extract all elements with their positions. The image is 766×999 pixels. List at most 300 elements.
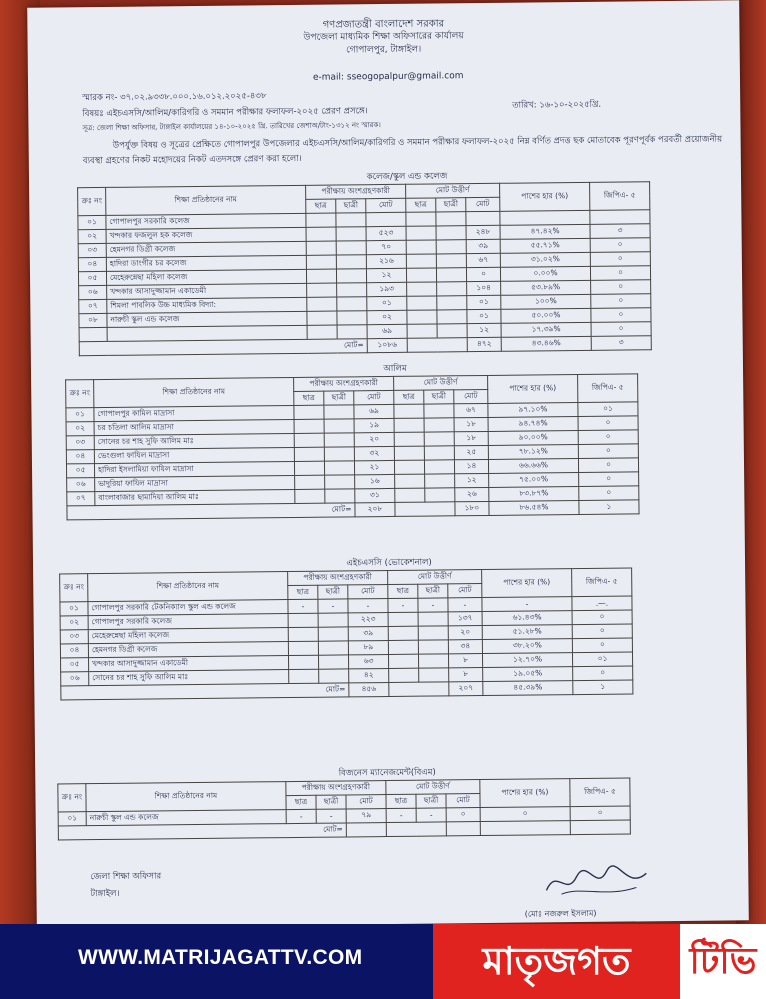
table-cell: ০ bbox=[578, 458, 638, 473]
header-cell: মোট bbox=[454, 389, 488, 403]
table-cell: ০ bbox=[578, 444, 638, 459]
institution-name: মেহেরুন্নেছা মহিলা কলেজ bbox=[106, 269, 306, 285]
table-cell bbox=[288, 613, 318, 627]
table-cell: ০৭ bbox=[79, 299, 107, 313]
table-cell: ১২ bbox=[455, 473, 489, 487]
table-cell: ০ bbox=[572, 638, 632, 653]
table-cell: ০৫ bbox=[66, 464, 94, 478]
header-cell: ছাত্র bbox=[286, 795, 316, 809]
office-email: e-mail: sseogopalpur@gmail.com bbox=[312, 71, 464, 83]
header-cell: ছাত্র bbox=[288, 585, 318, 599]
table-cell bbox=[418, 654, 448, 668]
header-cell: জিপিএ- ৫ bbox=[578, 374, 638, 403]
institution-name: বাংলাবাজার ছামাদিয়া আলিম মাঃ bbox=[95, 489, 295, 505]
table-cell bbox=[294, 419, 324, 433]
table-cell bbox=[394, 432, 424, 446]
table-cell bbox=[424, 446, 454, 460]
table-cell: ১৮ bbox=[454, 431, 488, 445]
header-cell: ছাত্র bbox=[388, 584, 418, 598]
table-cell: ০৪ bbox=[78, 257, 106, 271]
header-cell: মোট উত্তীর্ণ bbox=[388, 570, 482, 585]
table-cell: ২৬ bbox=[455, 487, 489, 501]
total-cell bbox=[407, 338, 467, 353]
institution-name: গোপালপুর সরকারি কলেজ bbox=[88, 614, 288, 630]
result-table bbox=[59, 567, 633, 700]
table-cell: ৪৭.৪২% bbox=[500, 224, 590, 239]
total-cell: ২০৮ bbox=[355, 502, 395, 516]
table-cell bbox=[289, 655, 319, 669]
table-cell bbox=[307, 283, 337, 297]
header-cell: পরীক্ষায় অংশগ্রহণকারী bbox=[286, 781, 386, 796]
table-cell: ৮৩.৮৭% bbox=[489, 487, 579, 502]
header-cell: মোট উত্তীর্ণ bbox=[386, 780, 480, 795]
table-cell: ০৩ bbox=[78, 243, 106, 257]
header-cell: ছাত্রী bbox=[416, 794, 446, 808]
table-cell: ০.০০% bbox=[500, 266, 590, 281]
institution-name: হাদিরা ইসলামিয়া ফাযিল মাদ্রাসা bbox=[94, 461, 294, 477]
table-cell bbox=[590, 210, 650, 225]
table-cell: ০৩ bbox=[60, 630, 88, 644]
table-cell: ০১ bbox=[467, 295, 501, 309]
table-cell bbox=[394, 460, 424, 474]
table-cell: ১৭.৩৯% bbox=[501, 322, 591, 337]
table-cell: ৯৪.৭৪% bbox=[488, 417, 578, 432]
total-cell: ২০৭ bbox=[449, 682, 483, 696]
header-cell: ছাত্রী bbox=[418, 584, 448, 598]
table-cell: ০ bbox=[573, 666, 633, 681]
table-cell: ৬৯ bbox=[367, 324, 407, 338]
table-cell bbox=[295, 489, 325, 503]
table-cell: ৭৫.০০% bbox=[489, 473, 579, 488]
table-cell: ৬৯ bbox=[354, 404, 394, 418]
table-cell bbox=[406, 226, 436, 240]
letterhead bbox=[27, 14, 739, 60]
table-cell bbox=[294, 405, 324, 419]
header-cell: পরীক্ষায় অংশগ্রহণকারী bbox=[306, 184, 406, 199]
table-cell bbox=[79, 327, 107, 341]
table-cell bbox=[406, 212, 436, 226]
table-cell bbox=[288, 627, 318, 641]
table-cell bbox=[307, 297, 337, 311]
result-table bbox=[57, 777, 631, 840]
table-cell bbox=[307, 311, 337, 325]
table-cell: ১৯ bbox=[354, 418, 394, 432]
total-cell bbox=[346, 823, 386, 837]
total-cell: ১৮০ bbox=[455, 501, 489, 515]
table-cell: - bbox=[288, 599, 318, 613]
table-cell: ১২ bbox=[467, 323, 501, 337]
institution-name: মেহেরুন্নেছা মহিলা কলেজ bbox=[88, 628, 288, 644]
total-cell: ১০৮৬ bbox=[367, 338, 407, 352]
table-cell: - bbox=[286, 809, 316, 823]
header-cell: মোট bbox=[466, 197, 500, 211]
header-cell: ছাত্রী bbox=[336, 199, 366, 213]
table-cell bbox=[294, 461, 324, 475]
table-cell bbox=[324, 405, 354, 419]
document-paper bbox=[27, 0, 749, 927]
result-table bbox=[65, 373, 639, 520]
table-cell bbox=[424, 404, 454, 418]
section-title: এইচএসসি (ভোকেশনাল) bbox=[346, 557, 432, 569]
table-cell: ০ bbox=[578, 430, 638, 445]
table-cell: - bbox=[316, 809, 346, 823]
table-cell bbox=[500, 210, 590, 225]
table-cell bbox=[388, 626, 418, 640]
header-cell: ছাত্রী bbox=[318, 585, 348, 599]
institution-name: গোপালপুর সরকারি কলেজ bbox=[106, 213, 306, 229]
table-cell bbox=[288, 641, 318, 655]
table-cell bbox=[437, 282, 467, 296]
table-cell bbox=[295, 475, 325, 489]
table-cell: - bbox=[418, 598, 448, 612]
table-cell: ০ bbox=[579, 486, 639, 501]
table-cell: ৩৮.২০% bbox=[482, 639, 572, 654]
table-cell bbox=[324, 433, 354, 447]
table-cell bbox=[407, 282, 437, 296]
table-cell bbox=[407, 324, 437, 338]
header-cell: মোট উত্তীর্ণ bbox=[406, 183, 500, 198]
table-cell bbox=[424, 432, 454, 446]
table-cell: ০৫ bbox=[61, 658, 89, 672]
table-cell bbox=[337, 297, 367, 311]
table-cell bbox=[394, 404, 424, 418]
institution-name: খন্দকার ফজলুল হক কলেজ bbox=[106, 227, 306, 243]
table-cell: ৭০ bbox=[366, 240, 406, 254]
table-cell: ০ bbox=[591, 322, 651, 337]
table-cell: ১৯৩ bbox=[367, 282, 407, 296]
table-cell: ১৬ bbox=[355, 474, 395, 488]
header-cell: মোট bbox=[354, 390, 394, 404]
total-label: মোট= bbox=[79, 339, 367, 356]
table-cell bbox=[436, 212, 466, 226]
table-cell: ৬৬.৬৬% bbox=[488, 459, 578, 474]
total-cell bbox=[446, 822, 480, 836]
table-cell bbox=[325, 475, 355, 489]
letter-body: উপর্যুক্ত বিষয় ও সূত্রের প্রেক্ষিতে গোপালপুর উপজেলার এইচএসসি/আলিম/কারিগরি ও সমমান পরীক্ষার ফলাফল-২০২৫ নিম্ন বর্ণিত প্রদত্ত ছক মোতাবেক পূরণপূর্বক পরবর্তী প্রয়োজনীয় ব্যবস্থা গ্রহণের নিকট মহোদয়ের নিকট এতদসঙ্গে প্রেরণ করা হলো। bbox=[82, 134, 723, 167]
table-cell: - bbox=[482, 597, 572, 612]
institution-name: চর চতিলা আলিম মাদ্রাসা bbox=[94, 419, 294, 435]
header-cell: মোট উত্তীর্ণ bbox=[394, 375, 488, 390]
letterhead-line3: গোপালপুর, টাঙ্গাইল। bbox=[346, 44, 422, 56]
table-cell bbox=[318, 641, 348, 655]
table-cell bbox=[418, 612, 448, 626]
table-cell: ০ bbox=[591, 280, 651, 295]
table-cell: - bbox=[386, 808, 416, 822]
institution-name: শিমলা পাবলিক উচ্চ মাধ্যমিক বিদ্যা: bbox=[107, 297, 307, 313]
table-cell: ১২ bbox=[366, 268, 406, 282]
institution-name: হেমনগর ডিগ্রী কলেজ bbox=[88, 642, 288, 658]
header-cell: ছাত্রী bbox=[424, 390, 454, 404]
table-cell bbox=[306, 227, 336, 241]
table-cell bbox=[424, 460, 454, 474]
table-cell: ২২৩ bbox=[348, 613, 388, 627]
table-cell: ০৬ bbox=[67, 478, 95, 492]
total-cell bbox=[389, 682, 449, 697]
table-cell: ০১ bbox=[572, 652, 632, 667]
total-cell: ৪৫৬ bbox=[349, 683, 389, 697]
table-cell bbox=[306, 241, 336, 255]
header-cell: ক্রঃ নং bbox=[78, 187, 106, 215]
total-cell: ৮৬.৫৪% bbox=[489, 501, 579, 516]
table-cell bbox=[324, 461, 354, 475]
table-cell: ০ bbox=[570, 806, 630, 821]
header-cell: পাশের হার (%) bbox=[488, 375, 578, 404]
letterhead-line1: গণপ্রজাতন্ত্রী বাংলাদেশ সরকার bbox=[322, 18, 445, 31]
table-cell: ১২.৭০% bbox=[482, 653, 572, 668]
header-cell: পাশের হার (%) bbox=[500, 182, 590, 211]
table-cell: ০৪ bbox=[60, 644, 88, 658]
letterhead-line2: উপজেলা মাধ্যমিক শিক্ষা অফিসারের কার্যালয় bbox=[303, 31, 464, 43]
header-cell: মোট bbox=[348, 585, 388, 599]
table-cell bbox=[436, 268, 466, 282]
total-label: মোট= bbox=[61, 683, 349, 700]
table-cell: ২৫ bbox=[454, 445, 488, 459]
table-cell bbox=[337, 325, 367, 339]
table-cell: - bbox=[388, 598, 418, 612]
letter-date: তারিখ: ১৬-১০-২০২৫খ্রি. bbox=[512, 99, 602, 111]
table-cell bbox=[418, 626, 448, 640]
table-cell: ৭৮.১২% bbox=[488, 445, 578, 460]
institution-name: গোপালপুর সরকারি টেকনিক্যাল স্কুল এন্ড কলেজ bbox=[88, 600, 288, 616]
table-cell: ৫১.২৮% bbox=[482, 625, 572, 640]
recipient-office: জেলা শিক্ষা অফিসার bbox=[90, 871, 162, 883]
header-cell: জিপিএ- ৫ bbox=[590, 182, 650, 211]
table-cell: ৪২ bbox=[349, 669, 389, 683]
table-cell: ০১ bbox=[60, 602, 88, 616]
recipient-district: টাঙ্গাইল। bbox=[90, 888, 120, 900]
table-cell: ০৪ bbox=[66, 450, 94, 464]
table-cell bbox=[324, 419, 354, 433]
table-cell bbox=[388, 640, 418, 654]
table-cell: ০ bbox=[446, 808, 480, 822]
table-cell: ৬৭ bbox=[454, 403, 488, 417]
table-cell bbox=[336, 255, 366, 269]
header-cell: জিপিএ- ৫ bbox=[572, 568, 632, 597]
table-cell bbox=[289, 669, 319, 683]
table-cell: ০২ bbox=[60, 616, 88, 630]
total-cell bbox=[386, 822, 446, 837]
table-cell: ০ bbox=[466, 267, 500, 281]
header-cell: মোট bbox=[366, 198, 406, 212]
table-cell bbox=[424, 418, 454, 432]
table-cell: ২১ bbox=[354, 460, 394, 474]
header-cell: ক্রঃ নং bbox=[60, 574, 88, 602]
header-cell: ছাত্র bbox=[386, 794, 416, 808]
header-cell: ছাত্র bbox=[306, 199, 336, 213]
table-cell bbox=[318, 627, 348, 641]
table-cell: ০১ bbox=[467, 309, 501, 323]
table-cell bbox=[306, 269, 336, 283]
channel-logo-text: মাতৃজগত bbox=[482, 939, 631, 983]
header-cell: ছাত্রী bbox=[436, 198, 466, 212]
table-cell bbox=[337, 283, 367, 297]
result-table bbox=[77, 181, 652, 356]
table-cell: ৮ bbox=[449, 668, 483, 682]
table-cell: ০ bbox=[590, 238, 650, 253]
table-cell bbox=[436, 240, 466, 254]
table-cell: ৩১ bbox=[355, 488, 395, 502]
institution-name: হেমনগর ডিগ্রী কলেজ bbox=[106, 241, 306, 257]
total-cell bbox=[570, 820, 630, 835]
header-cell: শিক্ষা প্রতিষ্ঠানের নাম bbox=[94, 377, 294, 407]
website-url[interactable]: WWW.MATRIJAGATTV.COM bbox=[78, 946, 363, 969]
total-cell: ৩ bbox=[591, 336, 651, 351]
table-cell: ০ bbox=[591, 308, 651, 323]
table-cell: ০১ bbox=[66, 408, 94, 422]
header-cell: ছাত্র bbox=[406, 198, 436, 212]
table-cell bbox=[394, 418, 424, 432]
header-cell: পরীক্ষায় অংশগ্রহণকারী bbox=[288, 571, 388, 586]
table-cell bbox=[388, 612, 418, 626]
table-cell bbox=[466, 211, 500, 225]
table-cell: ০২ bbox=[78, 229, 106, 243]
table-cell: ২৪৮ bbox=[466, 225, 500, 239]
institution-name: সোনের চর শাহ সুফি আলিম মাঃ bbox=[94, 433, 294, 449]
table-cell: - bbox=[318, 599, 348, 613]
table-cell: ৬৩ bbox=[348, 655, 388, 669]
table-cell bbox=[425, 474, 455, 488]
table-cell bbox=[395, 488, 425, 502]
header-cell: পরীক্ষায় অংশগ্রহণকারী bbox=[294, 376, 394, 391]
table-cell: ৯০.০০% bbox=[488, 431, 578, 446]
table-cell bbox=[437, 324, 467, 338]
table-cell bbox=[388, 654, 418, 668]
signature-icon bbox=[536, 861, 656, 902]
table-cell: ০২ bbox=[66, 422, 94, 436]
total-cell bbox=[480, 821, 570, 836]
table-cell bbox=[389, 668, 419, 682]
letter-subject: বিষয়ঃ এইচএসসি/আলিম/কারিগরি ও সমমান পরীক্ষার ফলাফল-২০২৫ প্রেরণ প্রসঙ্গে। bbox=[82, 106, 368, 120]
institution-name: খন্দকার আসাদুজ্জামান একাডেমী bbox=[89, 656, 289, 672]
table-cell bbox=[306, 213, 336, 227]
table-cell: ২১৬ bbox=[366, 254, 406, 268]
section-title: আলিম bbox=[383, 363, 407, 375]
table-cell bbox=[436, 254, 466, 268]
table-cell: ১৪ bbox=[454, 459, 488, 473]
table-cell bbox=[318, 655, 348, 669]
table-cell bbox=[437, 296, 467, 310]
table-cell: ০৩ bbox=[66, 436, 94, 450]
table-cell: ০১ bbox=[578, 402, 638, 417]
table-cell: - bbox=[416, 808, 446, 822]
table-cell: ০৮ bbox=[79, 313, 107, 327]
institution-name: সোনের চর শাহ সুফি আলিম মাঃ bbox=[89, 670, 289, 686]
table-cell: ১০০% bbox=[501, 294, 591, 309]
table-cell bbox=[437, 310, 467, 324]
table-cell: ০ bbox=[591, 294, 651, 309]
table-cell bbox=[407, 296, 437, 310]
institution-name: ভেংগুলা ফাযিল মাদ্রাসা bbox=[94, 447, 294, 463]
header-cell: শিক্ষা প্রতিষ্ঠানের নাম bbox=[106, 185, 306, 215]
table-cell: ০৬ bbox=[61, 672, 89, 686]
table-cell bbox=[425, 488, 455, 502]
table-cell: ০ bbox=[480, 807, 570, 822]
table-cell bbox=[294, 447, 324, 461]
table-cell bbox=[418, 640, 448, 654]
total-label: মোট= bbox=[58, 823, 346, 840]
table-cell: ৫২৩ bbox=[366, 226, 406, 240]
table-cell: ০ bbox=[578, 416, 638, 431]
channel-logo bbox=[433, 924, 680, 999]
institution-name: নারুচী স্কুল এন্ড কলেজ bbox=[107, 311, 307, 327]
institution-name: ভাদুরিয়া ফাযিল মাদ্রাসা bbox=[95, 475, 295, 491]
table-cell: ১৮ bbox=[454, 417, 488, 431]
table-cell: ০ bbox=[579, 472, 639, 487]
table-cell: ০ bbox=[572, 624, 632, 639]
header-cell: শিক্ষা প্রতিষ্ঠানের নাম bbox=[88, 572, 288, 602]
table-cell bbox=[406, 254, 436, 268]
table-cell bbox=[306, 255, 336, 269]
institution-name: গোপালপুর কামিল মাদ্রাসা bbox=[94, 405, 294, 421]
header-cell: পাশের হার (%) bbox=[480, 779, 570, 808]
table-cell bbox=[406, 268, 436, 282]
table-cell: ৫৩.৮৯% bbox=[501, 280, 591, 295]
channel-logo-tv-text: টিভি bbox=[689, 941, 757, 982]
signer-name: (মোঃ নজরুল ইসলাম) bbox=[524, 908, 597, 919]
table-cell: ০৫ bbox=[78, 271, 106, 285]
table-cell: - bbox=[348, 599, 388, 613]
table-cell: ০ bbox=[572, 610, 632, 625]
total-cell: ১ bbox=[579, 500, 639, 515]
memo-number: স্মারক নং- ৩৭.০২.৯৩৩৮.০০০.১৬.০১২.২০২৫-৪৩৮ bbox=[82, 91, 267, 104]
table-cell bbox=[395, 474, 425, 488]
table-cell: ০ bbox=[590, 266, 650, 281]
table-cell bbox=[307, 325, 337, 339]
table-cell bbox=[419, 668, 449, 682]
table-cell bbox=[406, 240, 436, 254]
header-cell: ছাত্রী bbox=[324, 391, 354, 405]
table-cell: .—. bbox=[572, 596, 632, 611]
header-cell: মোট bbox=[448, 584, 482, 598]
total-cell: ৪৭২ bbox=[467, 337, 501, 351]
table-cell: ২০ bbox=[448, 626, 482, 640]
table-cell: ৩১.০২% bbox=[500, 252, 590, 267]
header-cell: মোট bbox=[446, 794, 480, 808]
header-cell: ক্রঃ নং bbox=[66, 380, 94, 408]
table-cell: ৩৪ bbox=[448, 640, 482, 654]
table-cell bbox=[436, 226, 466, 240]
table-cell bbox=[366, 212, 406, 226]
table-cell: ৩৯ bbox=[466, 239, 500, 253]
header-cell: ছাত্র bbox=[294, 391, 324, 405]
table-cell: ৭৯ bbox=[346, 809, 386, 823]
section-title: কলেজ/স্কুল এন্ড কলেজ bbox=[366, 171, 448, 183]
table-cell: ২০ bbox=[354, 432, 394, 446]
recipient bbox=[90, 868, 161, 903]
table-cell: ১৯.০৫% bbox=[483, 667, 573, 682]
table-cell: ৬৭ bbox=[466, 253, 500, 267]
institution-name: নারুচী স্কুল এন্ড কলেজ bbox=[86, 810, 286, 826]
table-cell bbox=[336, 213, 366, 227]
table-cell bbox=[336, 241, 366, 255]
table-cell bbox=[324, 447, 354, 461]
table-cell bbox=[318, 613, 348, 627]
total-label: মোট= bbox=[67, 503, 355, 520]
table-cell bbox=[325, 489, 355, 503]
table-cell: ৩২ bbox=[354, 446, 394, 460]
total-cell bbox=[395, 502, 455, 517]
table-cell: ০২ bbox=[367, 310, 407, 324]
table-cell bbox=[319, 669, 349, 683]
table-cell: ৮৯ bbox=[348, 641, 388, 655]
header-cell: পাশের হার (%) bbox=[482, 569, 572, 598]
header-cell: জিপিএ- ৫ bbox=[570, 778, 630, 807]
table-cell: ০ bbox=[590, 252, 650, 267]
header-cell: ছাত্র bbox=[394, 390, 424, 404]
letter-reference: সূত্র: জেলা শিক্ষা অফিসার, টাঙ্গাইল কার্যালয়ের ১৪-১০-২০২৫ খ্রি. তারিখের জেশাঅ/টাং-১৩১২ নং স্মারক। bbox=[82, 121, 381, 133]
total-cell: ১ bbox=[573, 680, 633, 695]
header-cell: ছাত্রী bbox=[316, 795, 346, 809]
